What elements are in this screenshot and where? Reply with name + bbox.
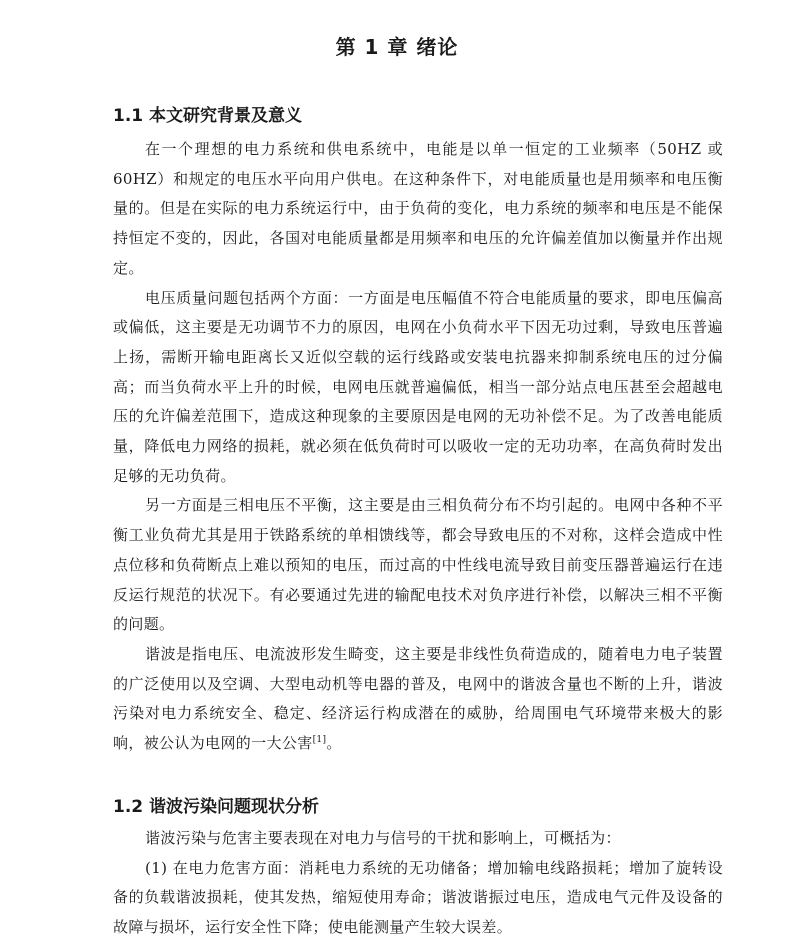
paragraph: [113, 640, 723, 759]
section-heading: 1.2 谐波污染问题现状分析: [113, 797, 320, 817]
citation-reference[interactable]: [1]: [312, 735, 327, 746]
section-heading: 1.1 本文研究背景及意义: [113, 106, 303, 126]
paragraph: (1) 在电力危害方面：消耗电力系统的无功储备；增加输电线路损耗；增加了旋转设备的负载谐波损耗，使其发热，缩短使用寿命；谐波谐振过电压，造成电气元件及设备的故障与损坏，运行安全性下降；使电能测量产生较大误差。: [113, 858, 723, 937]
paragraph: 电压质量问题包括两个方面：一方面是电压幅值不符合电能质量的要求，即电压偏高或偏低，这主要是无功调节不力的原因，电网在小负荷水平下因无功过剩，导致电压普遍上扬，需断开输电距离长又近似空载的运行线路或安装电抗器来抑制系统电压的过分偏高；而当负荷水平上升的时候，电网电压就普遍偏低，相当一部分站点电压甚至会超越电压的允许偏差范围下，造成这种现象的主要原因是电网的无功补偿不足。为了改善电能质量，降低电力网络的损耗，就必须在低负荷时可以吸收一定的无功功率，在高负荷时发出足够的无功负荷。: [113, 288, 723, 485]
section-1-2: [113, 793, 723, 943]
paragraph: 谐波污染与危害主要表现在对电力与信号的干扰和影响上，可概括为：: [145, 829, 621, 847]
paragraph-end-punctuation: 。: [326, 734, 342, 753]
paragraph: 在一个理想的电力系统和供电系统中，电能是以单一恒定的工业频率（50HZ 或 60HZ）和规定的电压水平向用户供电。在这种条件下，对电能质量也是用频率和电压衡量的。但是在实际的电力系统运行中，由于负荷的变化，电力系统的频率和电压是不能保持恒定不变的，因此，各国对电能质量都是用频率和电压的允许偏差值加以衡量并作出规定。: [113, 140, 723, 277]
section-1-1: [113, 102, 723, 759]
paragraph-text: 谐波是指电压、电流波形发生畸变，这主要是非线性负荷造成的，随着电力电子装置的广泛使用以及空调、大型电动机等电器的普及，电网中的谐波含量也不断的上升，谐波污染对电力系统安全、稳定、经济运行构成潜在的威胁，给周围电气环境带来极大的影响，被公认为电网的一大公害: [113, 644, 723, 753]
chapter-title: 第 1 章 绪论: [335, 35, 459, 59]
paragraph: 另一方面是三相电压不平衡，这主要是由三相负荷分布不均引起的。电网中各种不平衡工业负荷尤其是用于铁路系统的单相馈线等，都会导致电压的不对称，这样会造成中性点位移和负荷断点上难以预知的电压，而过高的中性线电流导致目前变压器普遍运行在违反运行规范的状况下。有必要通过先进的输配电技术对负序进行补偿，以解决三相不平衡的问题。: [113, 496, 723, 634]
